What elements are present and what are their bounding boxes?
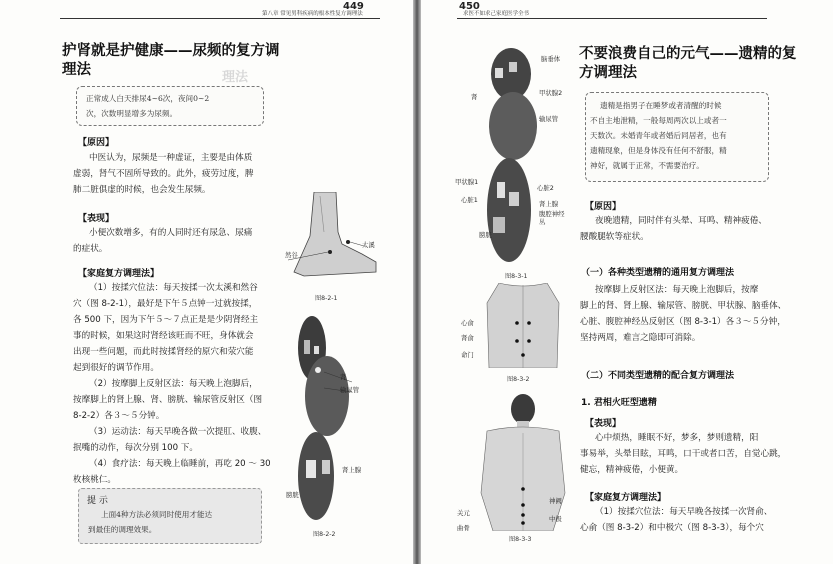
body-line: 坚持两周，难言之隐即可消除。 — [580, 333, 701, 343]
fig-label: 脑垂体 — [541, 55, 561, 63]
fig-label: 输尿管 — [539, 115, 559, 123]
fig-label: 腹腔神经丛 — [539, 210, 565, 226]
body-line: 穴（图 8-2-1），最好是下午５点钟一过就按揉， — [73, 299, 258, 309]
fig-label: 肾上腺 — [539, 200, 559, 208]
fig-caption: 图8-3-3 — [509, 536, 532, 543]
right-page-title-line2: 方调理法 — [579, 65, 637, 81]
body-line: 肺二脏俱虚的时候，也会发生尿频。 — [73, 185, 211, 195]
body-line: 健忘，精神疲倦，小便黄。 — [580, 465, 684, 475]
tip-label: 提 示 — [87, 496, 108, 506]
body-line: （3）运动法：每天早晚各做一次提肛、收腹、 — [89, 427, 267, 437]
left-remedy-heading: 【家庭复方调理法】 — [78, 269, 160, 279]
body-line: （1）按揉穴位法：每天早晚各按揉一次肾俞、 — [595, 507, 773, 517]
subsection-heading: 1. 君相火旺型遗精 — [581, 398, 657, 408]
fig-label: 甲状腺2 — [539, 89, 563, 97]
left-page-title-line1: 护肾就是护健康——尿频的复方调 — [62, 43, 280, 59]
right-page-title-line1: 不要浪费自己的元气——遗精的复 — [579, 46, 797, 62]
left-symptom-heading: 【表现】 — [78, 214, 115, 224]
body-line: 抿嘴的动作，每次分别 100 下。 — [73, 443, 198, 453]
tip-line: 到最佳的调理效果。 — [88, 525, 157, 534]
right-intro-box — [585, 92, 769, 182]
intro-line: 正常成人白天排尿4~6次，夜间0~2 — [86, 94, 210, 103]
fig-label: 膀胱 — [286, 491, 299, 499]
fig-label: 中极 — [549, 515, 562, 523]
fig-caption: 图8-2-1 — [315, 295, 338, 302]
body-line: 夜晚遗精，同时伴有头晕、耳鸣、精神疲倦、 — [595, 216, 767, 226]
foot-reflexology-figure — [483, 42, 543, 267]
foot-reflexology-figure — [294, 310, 354, 525]
tip-box — [78, 488, 262, 544]
body-line: 起到很好的调节作用。 — [73, 363, 159, 373]
body-line: 按摩脚上的肾上腺、肾、膀胱、输尿管反射区（图 — [73, 395, 263, 405]
fig-caption: 图8-3-1 — [505, 273, 528, 280]
body-line: 心俞（图 8-3-2）和中极穴（图 8-3-3），每个穴 — [580, 523, 764, 533]
fig-caption: 图8-3-2 — [507, 376, 530, 383]
body-line: 各 500 下，因为下午５～７点正是是少阴肾经主 — [73, 315, 259, 325]
body-line: 虚弱，肾气不固所导致的。此外，疲劳过度，脾 — [73, 169, 254, 179]
fig-label: 心脏2 — [537, 184, 554, 192]
body-line: 按摩脚上反射区法：每天晚上泡脚后，按摩 — [595, 285, 759, 295]
left-chapter-header: 第八章 常见男科疾病的根本性复方调理法 — [262, 11, 363, 17]
fig-label: 太溪 — [362, 241, 375, 249]
body-line: 事易举，头晕目眩，耳鸣，口干或者口苦，自觉心跳， — [580, 449, 787, 459]
body-line: 心脏、腹腔神经丛反射区（图 8-3-1）各３～５分钟， — [580, 317, 786, 327]
fig-label: 命门 — [461, 351, 474, 359]
fig-caption: 图8-2-2 — [313, 531, 336, 538]
back-acupoint-figure — [479, 283, 567, 368]
intro-line: 神好，就属于正常，不需要治疗。 — [590, 161, 704, 170]
left-page — [0, 0, 413, 564]
fig-label: 关元 — [457, 509, 470, 517]
fig-label: 膀胱 — [479, 231, 492, 239]
left-cause-heading: 【原因】 — [78, 138, 115, 148]
front-acupoint-figure — [473, 393, 573, 531]
body-line: 心中烦热，睡眠不好，梦多，梦则遗精，阳 — [595, 433, 759, 443]
fig-label: 输尿管 — [340, 386, 360, 394]
body-line: 中医认为，尿频是一种虚证，主要是由体质 — [89, 153, 253, 163]
fig-label: 肾 — [340, 373, 347, 381]
fig-label: 甲状腺1 — [455, 178, 479, 186]
body-line: （4）食疗法：每天晚上临睡前，再吃 20 ～ 30 — [89, 459, 271, 469]
fig-label: 肾上腺 — [342, 466, 362, 474]
body-line: 小便次数增多，有的人同时还有尿急、尿痛 — [89, 228, 253, 238]
tip-line: 上面4种方法必须同时使用才能达 — [101, 510, 213, 519]
body-line: 腰酸腿软等症状。 — [580, 232, 649, 242]
fig-label: 心脏1 — [461, 196, 478, 204]
book-gutter — [413, 0, 421, 564]
right-page-number: 450 — [459, 1, 480, 12]
fig-label: 曲骨 — [457, 524, 470, 532]
body-line: 事的时候，如果这时肾经该旺而不旺，身体就会 — [73, 331, 254, 341]
right-symptom-heading: 【表现】 — [585, 419, 622, 429]
body-line: 出现一些问题，而此时按揉肾经的原穴和荥穴能 — [73, 347, 254, 357]
intro-line: 不自主地泄精，一般每周两次以上或者一 — [590, 116, 727, 125]
right-book-header: 求医不如求己家庭医学全书 — [463, 11, 530, 17]
intro-line: 遗精是指男子在睡梦或者清醒的时候 — [600, 101, 722, 110]
right-page — [421, 0, 833, 564]
ghost-watermark-text: 理法 — [222, 70, 249, 85]
intro-line: 遗精现象，但是身体没有任何不舒服，精 — [590, 146, 727, 155]
intro-line: 天数次。未婚青年或者婚后同居者，也有 — [590, 131, 727, 140]
fig-label: 肾俞 — [461, 334, 474, 342]
body-line: 枚核桃仁。 — [73, 475, 116, 485]
body-line: 脚上的肾、肾上腺、输尿管、膀胱、甲状腺、脑垂体、 — [580, 301, 787, 311]
body-line: 的症状。 — [73, 244, 108, 254]
fig-label: 心俞 — [461, 319, 474, 327]
left-page-title-line2: 理法 — [62, 62, 91, 78]
body-line: 8-2-2）各３～５分钟。 — [73, 411, 165, 421]
section-1-heading: （一）各种类型遗精的通用复方调理法 — [581, 268, 735, 278]
fig-label: 肾 — [471, 93, 478, 101]
left-page-number: 449 — [343, 1, 364, 12]
body-line: （1）按揉穴位法：每天按揉一次太溪和然谷 — [89, 283, 258, 293]
fig-label: 然谷 — [285, 251, 298, 259]
left-intro-box — [76, 86, 264, 126]
fig-label: 神阙 — [549, 497, 562, 505]
right-remedy-heading: 【家庭复方调理法】 — [585, 493, 667, 503]
right-cause-heading: 【原因】 — [585, 202, 622, 212]
section-2-heading: （二）不同类型遗精的配合复方调理法 — [581, 371, 735, 381]
body-line: （2）按摩脚上反射区法：每天晚上泡脚后， — [89, 379, 258, 389]
intro-line: 次，次数明显增多为尿频。 — [86, 109, 178, 118]
